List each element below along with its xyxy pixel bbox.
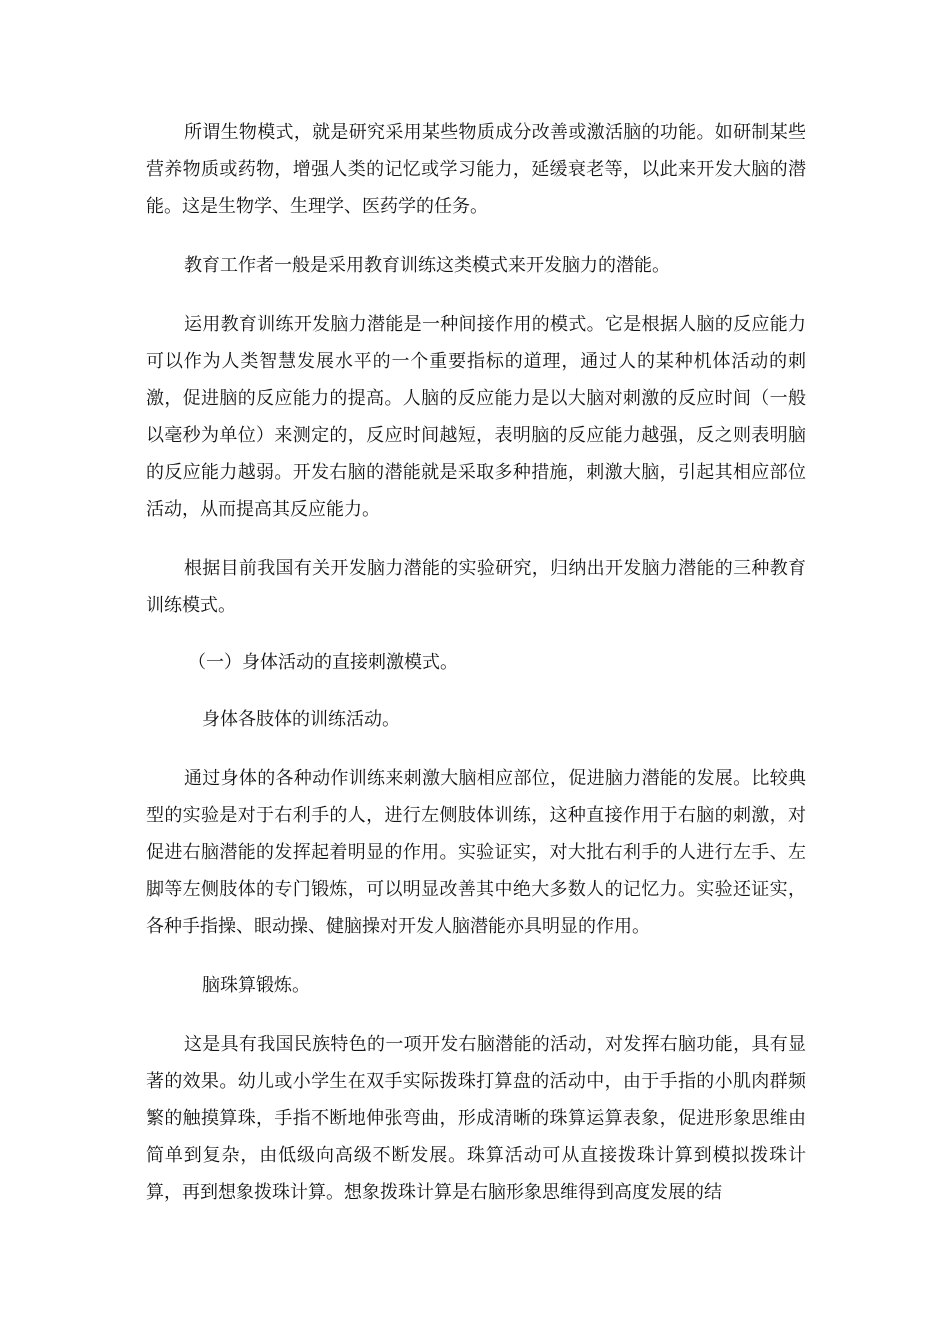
paragraph-biological-model: 所谓生物模式，就是研究采用某些物质成分改善或激活脑的功能。如研制某些营养物质或药物，增强人类的记忆或学习能力，延缓衰老等，以此来开发大脑的潜能。这是生物学、生理学、医药学的任务。 [146, 122, 806, 217]
subheading-limb-training: 身体各肢体的训练活动。 [202, 709, 400, 730]
paragraph-abacus-training: 这是具有我国民族特色的一项开发右脑潜能的活动，对发挥右脑功能，具有显著的效果。幼儿或小学生在双手实际拨珠打算盘的活动中，由于手指的小肌肉群频繁的触摸算珠，手指不断地伸张弯曲，形成清晰的珠算运算表象，促进形象思维由简单到复杂，由低级向高级不断发展。珠算活动可从直接拨珠计算到模拟拨珠计算，再到想象拨珠计算。想象拨珠计算是右脑形象思维得到高度发展的结 [146, 1034, 806, 1203]
subheading-abacus-training: 脑珠算锻炼。 [202, 975, 310, 996]
paragraph-education-training: 运用教育训练开发脑力潜能是一种间接作用的模式。它是根据人脑的反应能力可以作为人类智慧发展水平的一个重要指标的道理，通过人的某种机体活动的刺激，促进脑的反应能力的提高。人脑的反应能力是以大脑对刺激的反应时间（一般以毫秒为单位）来测定的，反应时间越短，表明脑的反应能力越强，反之则表明脑的反应能力越弱。开发右脑的潜能就是采取多种措施，刺激大脑，引起其相应部位活动，从而提高其反应能力。 [146, 314, 806, 520]
document-body [146, 114, 806, 1231]
paragraph-limb-training: 通过身体的各种动作训练来刺激大脑相应部位，促进脑力潜能的发展。比较典型的实验是对于右利手的人，进行左侧肢体训练，这种直接作用于右脑的刺激，对促进右脑潜能的发挥起着明显的作用。实验证实，对大批右利手的人进行左手、左脚等左侧肢体的专门锻炼，可以明显改善其中绝大多数人的记忆力。实验还证实，各种手指操、眼动操、健脑操对开发人脑潜能亦具明显的作用。 [146, 768, 806, 937]
paragraph-research-summary: 根据目前我国有关开发脑力潜能的实验研究，归纳出开发脑力潜能的三种教育训练模式。 [146, 558, 806, 616]
paragraph-education-model: 教育工作者一般是采用教育训练这类模式来开发脑力的潜能。 [184, 255, 670, 276]
section-heading-direct-stimulation: （一）身体活动的直接刺激模式。 [188, 652, 458, 673]
